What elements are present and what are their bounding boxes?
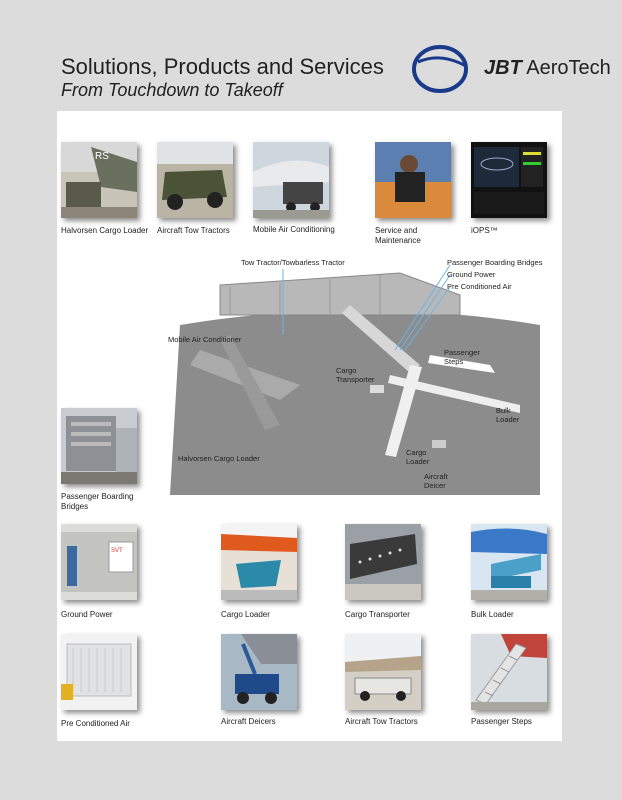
label-cargo-transporter: Cargo Transporter: [336, 366, 375, 384]
svg-text:RS: RS: [95, 151, 109, 162]
label-halvorsen-cargo-loader: Halvorsen Cargo Loader: [178, 454, 260, 463]
caption-halvorsen-cargo-loader: Halvorsen Cargo Loader: [61, 226, 149, 235]
aircraft-tow-tractors-photo: [157, 142, 233, 218]
label-tow-tractor: Tow Tractor/Towbarless Tractor: [241, 258, 345, 267]
cargo-loader-photo: [221, 524, 297, 600]
halvorsen-cargo-loader-photo: [61, 142, 137, 218]
ground-power-photo: [61, 524, 137, 600]
iops-screen-photo: [471, 142, 547, 218]
caption-bulk-loader: Bulk Loader: [471, 610, 514, 619]
logo-brand: JBT: [484, 57, 522, 79]
page-subtitle: From Touchdown to Takeoff: [61, 80, 283, 100]
label-ground-power: Ground Power: [447, 270, 496, 279]
caption-ground-power: Ground Power: [61, 610, 113, 619]
caption-iops: iOPS™: [471, 226, 498, 235]
page-title: Solutions, Products and Services: [61, 54, 384, 79]
label-bulk-loader: Bulk Loader: [496, 406, 520, 424]
caption-passenger-steps: Passenger Steps: [471, 717, 532, 726]
logo-name: AeroTech: [521, 57, 611, 79]
label-aircraft-deicer: Aircraft Deicer: [424, 472, 448, 490]
caption-cargo-transporter: Cargo Transporter: [345, 610, 410, 619]
aircraft-deicers-photo: [221, 634, 297, 710]
caption-aircraft-tow-tractors: Aircraft Tow Tractors: [157, 226, 230, 235]
caption-mobile-air-conditioning: Mobile Air Conditioning: [253, 225, 335, 234]
label-passenger-steps: Passenger Steps: [444, 348, 480, 366]
svg-text:SVT: SVT: [111, 548, 123, 554]
pre-conditioned-air-photo: [61, 634, 137, 710]
bulk-loader-photo: [471, 524, 547, 600]
caption-cargo-loader: Cargo Loader: [221, 610, 270, 619]
label-passenger-boarding-bridges: Passenger Boarding Bridges: [447, 258, 543, 267]
service-and-maintenance-photo: [375, 142, 451, 218]
caption-passenger-boarding-bridges: Passenger Boarding Bridges: [61, 492, 134, 511]
cargo-transporter-photo: [345, 524, 421, 600]
passenger-boarding-bridges-photo: [61, 408, 137, 484]
mobile-air-conditioning-photo: [253, 142, 329, 218]
logo-text: [484, 57, 611, 80]
label-mobile-air-conditioner: Mobile Air Conditioner: [168, 335, 242, 344]
aircraft-tow-tractors-bottom-photo: [345, 634, 421, 710]
caption-aircraft-deicers: Aircraft Deicers: [221, 717, 276, 726]
caption-pre-conditioned-air: Pre Conditioned Air: [61, 719, 130, 728]
caption-aircraft-tow-tractors-bottom: Aircraft Tow Tractors: [345, 717, 418, 726]
passenger-steps-photo: [471, 634, 547, 710]
label-cargo-loader: Cargo Loader: [406, 448, 430, 466]
label-pre-conditioned-air: Pre Conditioned Air: [447, 282, 512, 291]
caption-service-and-maintenance: Service and Maintenance: [375, 226, 421, 245]
